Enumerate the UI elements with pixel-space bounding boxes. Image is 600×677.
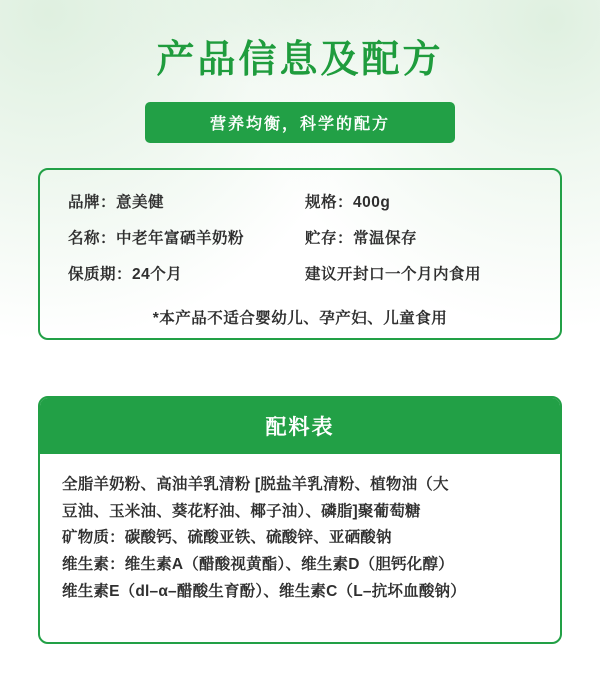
page-title: 产品信息及配方 [156, 39, 444, 81]
ingredients-line: 维生素E（dl–α–醋酸生育酚）、维生素C（L–抗坏血酸钠） [62, 582, 466, 600]
ingredients-header: 配料表 [40, 398, 560, 454]
ingredients-box [38, 396, 562, 644]
subtitle-banner: 营养均衡，科学的配方 [145, 102, 455, 143]
ingredients-line: 矿物质：碳酸钙、硫酸亚铁、硫酸锌、亚硒酸钠 [62, 529, 392, 547]
ingredients-line: 豆油、玉米油、葵花籽油、椰子油）、磷脂]聚葡萄糖 [62, 502, 421, 520]
info-item-shelf-life: 保质期：24个月 [68, 266, 183, 283]
product-info-box [38, 168, 562, 340]
info-warning-note: *本产品不适合婴幼儿、孕产妇、儿童食用 [152, 310, 448, 327]
info-item-name: 名称：中老年富硒羊奶粉 [68, 230, 245, 247]
product-info-grid [40, 170, 560, 284]
info-item-brand: 品牌：意美健 [68, 194, 165, 211]
info-item-after-open: 建议开封口一个月内食用 [305, 266, 482, 283]
ingredients-body [40, 454, 560, 605]
info-item-spec: 规格：400g [305, 194, 391, 211]
ingredients-line: 维生素：维生素A（醋酸视黄酯）、维生素D（胆钙化醇） [62, 555, 454, 573]
info-item-storage: 贮存：常温保存 [305, 230, 418, 247]
subtitle-banner-wrap [0, 102, 600, 143]
ingredients-line: 全脂羊奶粉、高油羊乳清粉 [脱盐羊乳清粉、植物油（大 [62, 476, 449, 493]
